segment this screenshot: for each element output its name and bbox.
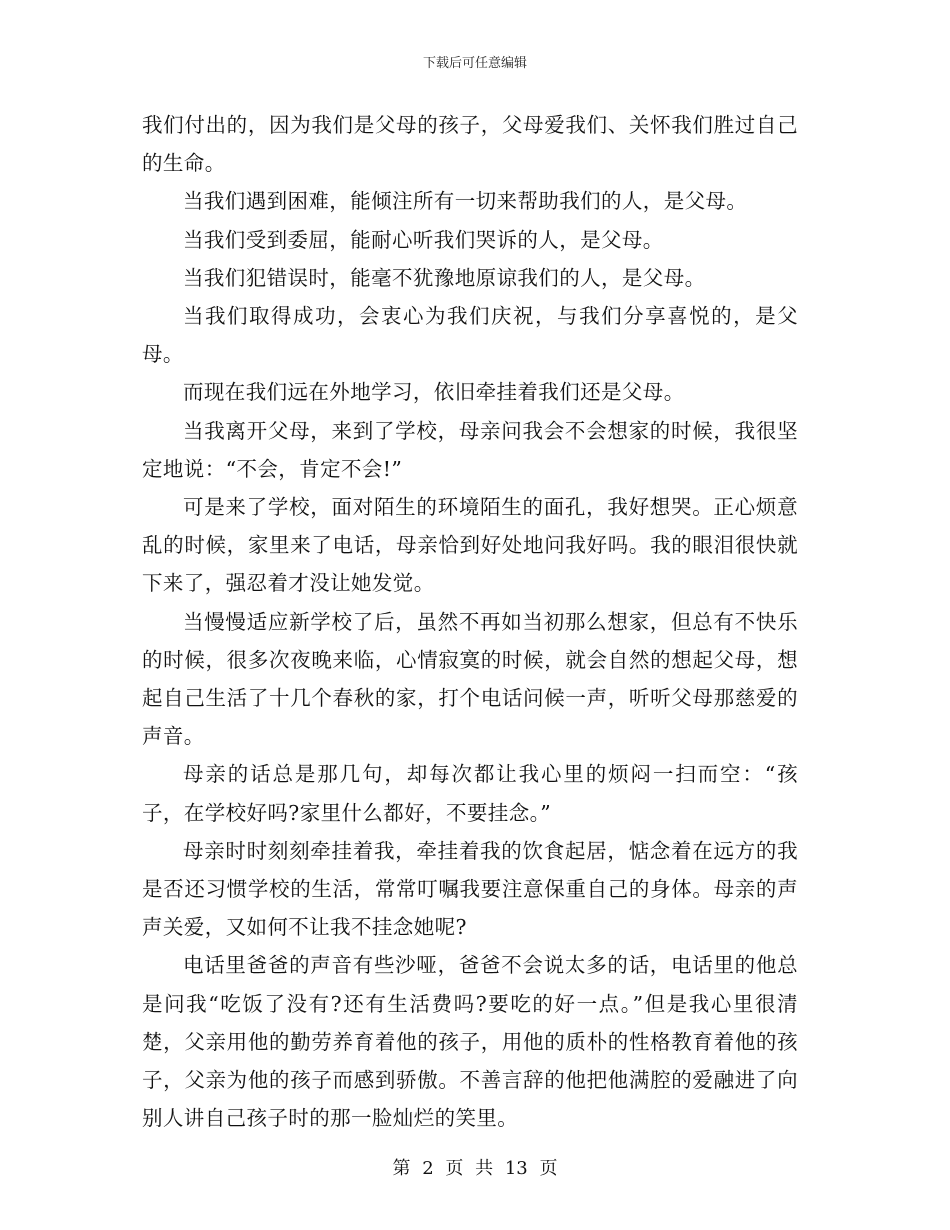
paragraph: 我们付出的，因为我们是父母的孩子，父母爱我们、关怀我们胜过自己的生命。 [142,113,798,176]
paragraph: 母亲时时刻刻牵挂着我，牵挂着我的饮食起居，惦念着在远方的我是否还习惯学校的生活，常常叮嘱我要注意保重自己的身体。母亲的声声关爱，又如何不让我不挂念她呢? [142,838,798,940]
paragraph: 当我们遇到困难，能倾注所有一切来帮助我们的人，是父母。 [183,189,748,214]
paragraph: 当慢慢适应新学校了后，虽然不再如当初那么想家，但总有不快乐的时候，很多次夜晚来临，心情寂寞的时候，就会自然的想起父母，想起自己生活了十几个春秋的家，打个电话问候一声，听听父母那慈爱的声音。 [142,609,798,749]
paragraph: 母亲的话总是那几句，却每次都让我心里的烦闷一扫而空：“孩子，在学校好吗?家里什么都好，不要挂念。” [142,762,798,825]
document-body [142,106,798,1137]
page-header: 下载后可任意编辑 [422,56,527,71]
paragraph: 当我们取得成功，会衷心为我们庆祝，与我们分享喜悦的，是父母。 [142,304,798,367]
page-number-footer: 第 2 页 共 13 页 [392,1158,558,1179]
paragraph: 而现在我们远在外地学习，依旧牵挂着我们还是父母。 [183,380,685,405]
paragraph: 当我们犯错误时，能毫不犹豫地原谅我们的人，是父母。 [183,265,706,290]
paragraph: 可是来了学校，面对陌生的环境陌生的面孔，我好想哭。正心烦意乱的时候，家里来了电话，母亲恰到好处地问我好吗。我的眼泪很快就下来了，强忍着才没让她发觉。 [142,495,798,596]
paragraph: 当我离开父母，来到了学校，母亲问我会不会想家的时候，我很坚定地说：“不会，肯定不会!” [142,418,798,481]
paragraph: 当我们受到委屈，能耐心听我们哭诉的人，是父母。 [183,227,664,252]
paragraph: 电话里爸爸的声音有些沙哑，爸爸不会说太多的话，电话里的他总是问我“吃饭了没有?还有生活费吗?要吃的好一点。”但是我心里很清楚，父亲用他的勤劳养育着他的孩子，用他的质朴的性格教育着他的孩子，父亲为他的孩子而感到骄傲。不善言辞的他把他满腔的爱融进了向别人讲自己孩子时的那一脸灿烂的笑里。 [142,953,798,1131]
